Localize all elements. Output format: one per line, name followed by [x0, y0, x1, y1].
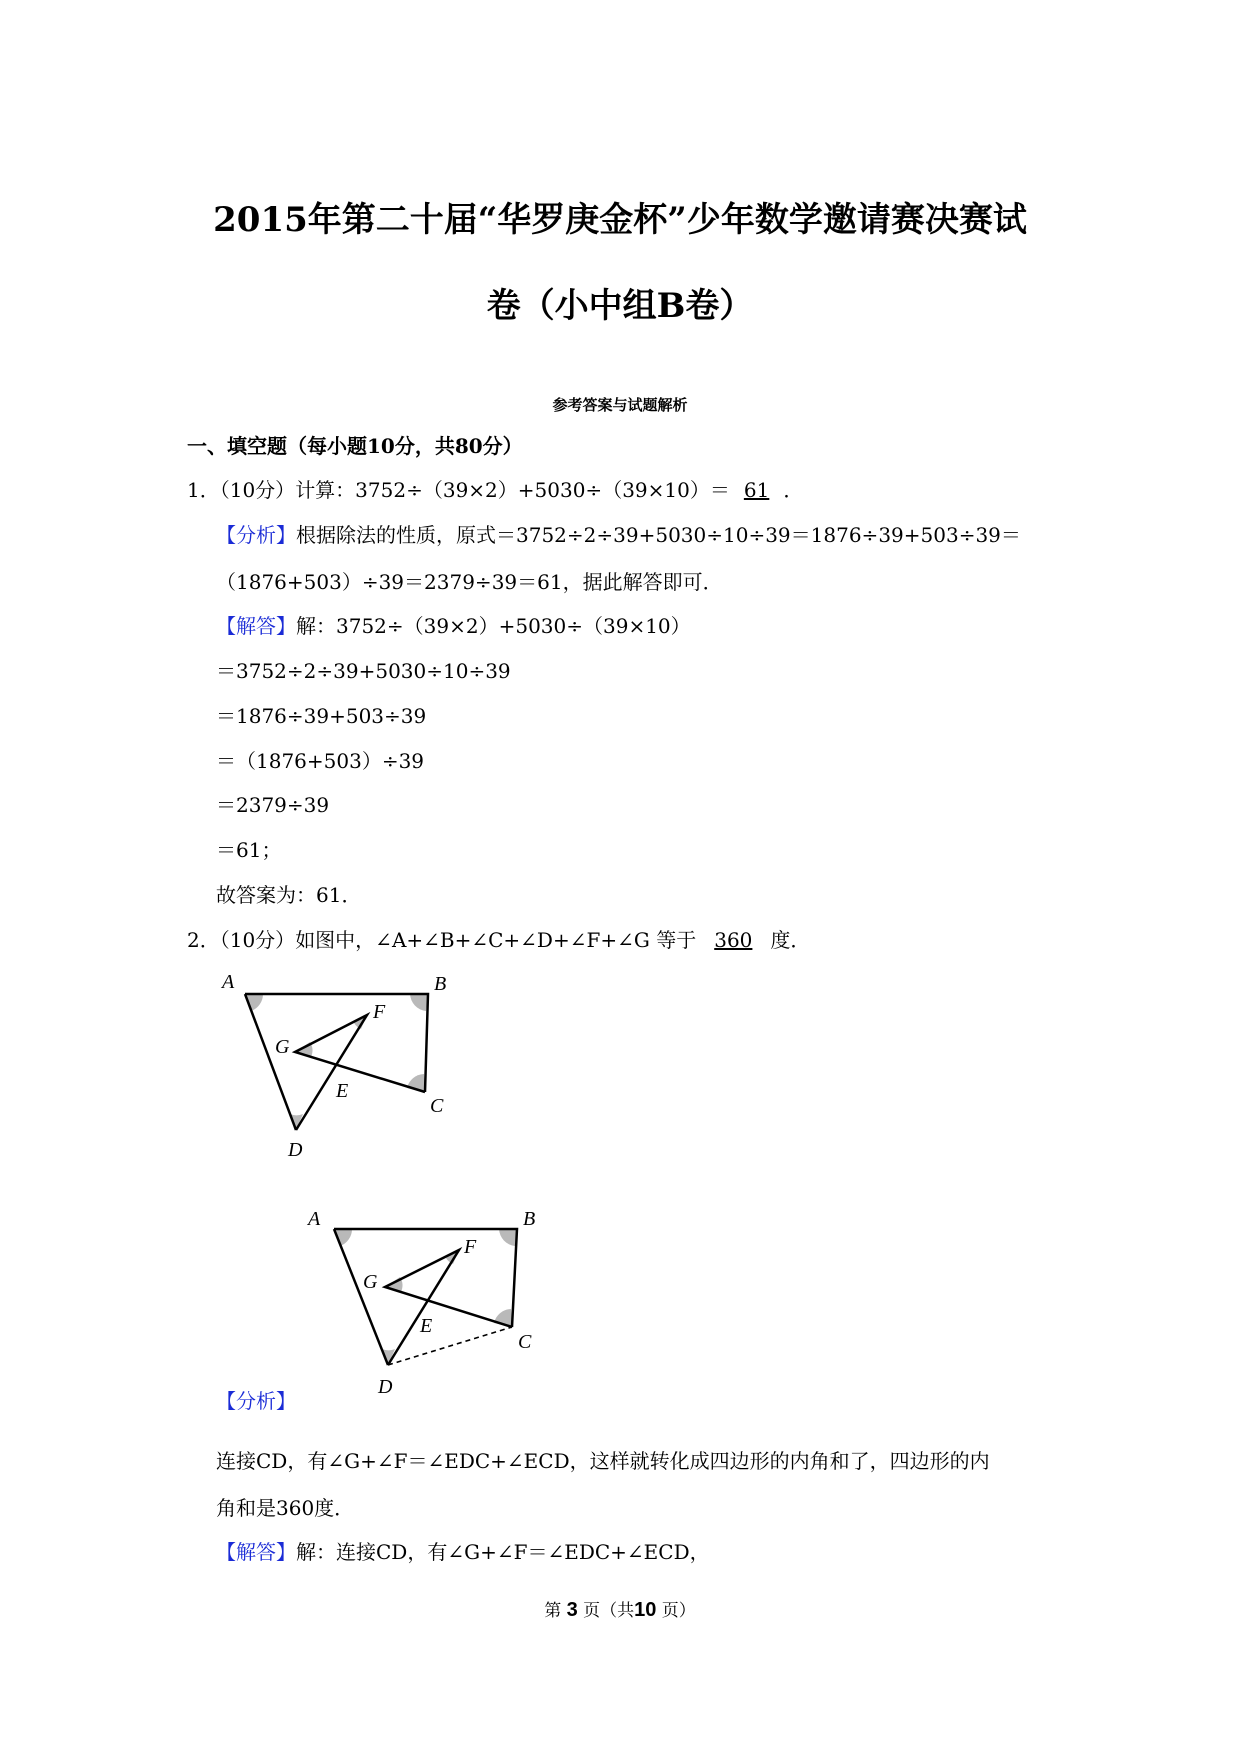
q1-solution-line2: ＝3752÷2÷39+5030÷10÷39: [216, 659, 511, 683]
solution-text: 解：3752÷（39×2）+5030÷（39×10）: [296, 614, 691, 638]
question-number: 1．: [187, 478, 220, 502]
solution-tag: 【解答】: [216, 614, 296, 638]
label-d: D: [288, 1139, 303, 1161]
page-footer: [0, 1596, 1240, 1622]
question-1: [187, 474, 803, 503]
label-g: G: [363, 1271, 378, 1293]
q1-solution-line7: 故答案为：61．: [216, 883, 362, 907]
question-text: 计算：3752÷（39×2）+5030÷（39×10）＝: [295, 478, 730, 502]
segment-abc: [245, 994, 428, 1092]
q2-solution-line: [216, 1536, 710, 1565]
q2-analysis-line2: 角和是360度．: [216, 1496, 355, 1520]
angle-mark-b: [410, 994, 428, 1011]
label-f: F: [464, 1236, 477, 1258]
q1-solution-line4: ＝（1876+503）÷39: [216, 749, 425, 773]
q1-analysis-line1: [216, 519, 1021, 548]
answer-blank: 360: [714, 928, 753, 952]
segment-ad: [245, 994, 296, 1130]
label-a: A: [308, 1208, 321, 1230]
question-number: 2．: [187, 928, 220, 952]
figure-question: [216, 968, 476, 1168]
label-f: F: [373, 1001, 386, 1023]
figure-analysis: [300, 1207, 560, 1407]
segment-cgfd: [385, 1250, 512, 1365]
segment-abc: [334, 1229, 517, 1327]
page-number: 3: [566, 1599, 578, 1621]
label-b: B: [434, 973, 447, 995]
footer-prefix: 第: [544, 1601, 562, 1621]
solution-text: 解：连接CD，有∠G+∠F＝∠EDC+∠ECD，: [296, 1540, 710, 1564]
q1-solution-line5: ＝2379÷39: [216, 793, 330, 817]
solution-tag: 【解答】: [216, 1540, 296, 1564]
question-end: 度．: [770, 928, 811, 952]
label-a: A: [222, 971, 235, 993]
label-e: E: [420, 1315, 433, 1337]
label-g: G: [275, 1036, 290, 1058]
label-e: E: [336, 1080, 349, 1102]
label-b: B: [523, 1208, 536, 1230]
question-2: [187, 924, 810, 953]
angle-mark-b: [499, 1229, 517, 1246]
analysis-text: 根据除法的性质，原式＝3752÷2÷39+5030÷10÷39＝1876÷39+503÷39＝: [296, 523, 1021, 547]
q2-analysis-line1: 连接CD，有∠G+∠F＝∠EDC+∠ECD，这样就转化成四边形的内角和了，四边形的内: [216, 1449, 990, 1473]
label-c: C: [430, 1095, 444, 1117]
q1-analysis-line2: （1876+503）÷39＝2379÷39＝61，据此解答即可．: [216, 570, 723, 594]
q1-solution-line3: ＝1876÷39+503÷39: [216, 704, 427, 728]
q1-solution-line1: [216, 610, 691, 639]
q1-solution-line6: ＝61；: [216, 838, 282, 862]
q2-analysis-tag: 【分析】: [216, 1389, 296, 1413]
document-subtitle: 参考答案与试题解析: [552, 396, 688, 414]
segment-cgfd: [295, 1015, 425, 1130]
footer-middle: 页（共: [583, 1601, 635, 1621]
analysis-tag: 【分析】: [216, 523, 296, 547]
document-title-line1: 2015年第二十届“华罗庚金杯”少年数学邀请赛决赛试: [213, 200, 1027, 240]
footer-suffix: 页）: [661, 1601, 696, 1621]
question-score: （10分）: [219, 478, 296, 502]
label-c: C: [518, 1331, 532, 1353]
section-heading: 一、填空题（每小题10分，共80分）: [187, 434, 523, 458]
label-d: D: [378, 1376, 393, 1398]
segment-ad: [334, 1229, 388, 1365]
question-score: （10分）: [219, 928, 296, 952]
question-end: ．: [783, 478, 804, 502]
page-total: 10: [634, 1599, 657, 1621]
question-text: 如图中，∠A+∠B+∠C+∠D+∠F+∠G 等于: [295, 928, 697, 952]
answer-blank: 61: [743, 478, 770, 502]
document-title-line2: 卷（小中组B卷）: [486, 286, 754, 326]
